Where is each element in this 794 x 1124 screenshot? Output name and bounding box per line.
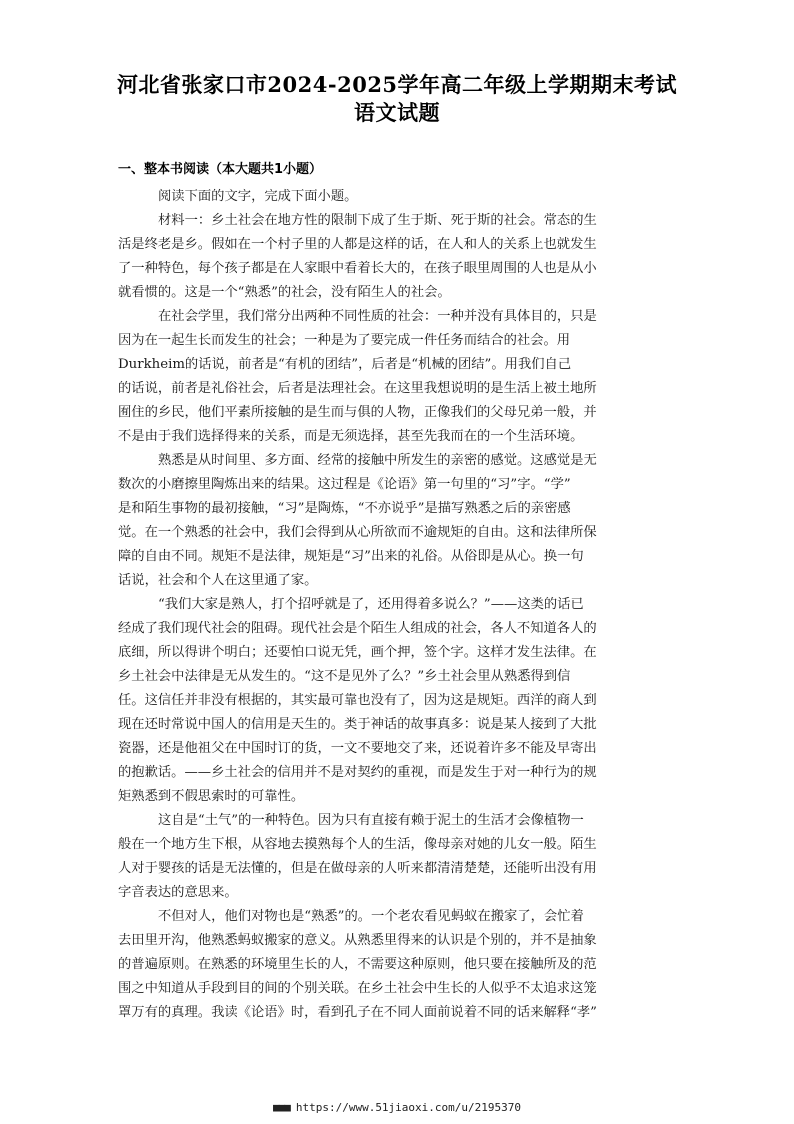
paragraph-line: 的抱歉话。——乡土社会的信用并不是对契约的重视，而是发生于对一种行为的规 <box>118 765 597 780</box>
exam-title-line1: 河北省张家口市2024-2025学年高二年级上学期期末考试 <box>116 72 678 97</box>
paragraph-line: 障的自由不同。规矩不是法律，规矩是“习”出来的礼俗。从俗即是从心。换一句 <box>118 549 584 564</box>
paragraph-line: 的话说，前者是礼俗社会，后者是法理社会。在这里我想说明的是生活上被土地所 <box>118 381 597 396</box>
footer-watermark <box>0 1101 794 1115</box>
paragraph-line: 是和陌生事物的最初接触，“习”是陶炼，“不亦说乎”是描写熟悉之后的亲密感 <box>118 501 571 516</box>
paragraph-line: 数次的小磨擦里陶炼出来的结果。这过程是《论语》第一句里的“习”字。“学” <box>118 477 571 492</box>
paragraph-line: 话说，社会和个人在这里通了家。 <box>118 573 318 588</box>
exam-title-line2: 语文试题 <box>354 100 440 125</box>
paragraph-line: 觉。在一个熟悉的社会中，我们会得到从心所欲而不逾规矩的自由。这和法律所保 <box>118 525 597 540</box>
paragraph-line: 现在还时常说中国人的信用是天生的。类于神话的故事真多：说是某人接到了大批 <box>118 717 597 732</box>
paragraph-line: 瓷器，还是他祖父在中国时订的货，一文不要地交了来，还说着许多不能及早寄出 <box>118 741 597 756</box>
paragraph-line: 就看惯的。这是一个“熟悉”的社会，没有陌生人的社会。 <box>118 285 451 300</box>
paragraph-line: 底细，所以得讲个明白；还要怕口说无凭，画个押，签个字。这样才发生法律。在 <box>118 645 597 660</box>
paragraph-line: 囿住的乡民，他们平素所接触的是生而与俱的人物，正像我们的父母兄弟一般，并 <box>118 405 597 420</box>
paragraph-line: 不但对人，他们对物也是“熟悉”的。一个老农看见蚂蚁在搬家了，会忙着 <box>158 909 584 924</box>
paragraph-line: 在社会学里，我们常分出两种不同性质的社会：一种并没有具体目的，只是 <box>158 309 597 324</box>
paragraph-line: 材料一：乡土社会在地方性的限制下成了生于斯、死于斯的社会。常态的生 <box>158 213 597 228</box>
footer-logo-mark: ■■■ <box>272 1101 290 1114</box>
paragraph-line: 去田里开沟，他熟悉蚂蚁搬家的意义。从熟悉里得来的认识是个别的，并不是抽象 <box>118 933 597 948</box>
paragraph-line: 了一种特色，每个孩子都是在人家眼中看着长大的，在孩子眼里周围的人也是从小 <box>118 261 597 276</box>
paragraph-line: “我们大家是熟人，打个招呼就是了，还用得着多说么？”——这类的话已 <box>158 597 584 612</box>
footer-url-link[interactable]: https://www.51jiaoxi.com/u/2195370 <box>295 1101 522 1114</box>
paragraph-line: 般在一个地方生下根，从容地去摸熟每个人的生活，像母亲对她的儿女一般。陌生 <box>118 837 597 852</box>
paragraph-line: 乡土社会中法律是无从发生的。“这不是见外了么？”乡土社会里从熟悉得到信 <box>118 669 571 684</box>
paragraph-line: 不是由于我们选择得来的关系，而是无须选择，甚至先我而在的一个生活环境。 <box>118 429 584 444</box>
paragraph-line: 因为在一起生长而发生的社会；一种是为了要完成一件任务而结合的社会。用 <box>118 333 571 348</box>
paragraph-line: Durkheim的话说，前者是“有机的团结”，后者是“机械的团结”。用我们自己 <box>118 357 572 372</box>
paragraph-line: 任。这信任并非没有根据的，其实最可靠也没有了，因为这是规矩。西洋的商人到 <box>118 693 597 708</box>
paragraph-line: 人对于婴孩的话是无法懂的，但是在做母亲的人听来都清清楚楚，还能听出没有用 <box>118 861 597 876</box>
section-heading: 一、整本书阅读（本大题共1小题） <box>118 162 323 177</box>
paragraph-line: 矩熟悉到不假思索时的可靠性。 <box>118 789 305 804</box>
instruction-line: 阅读下面的文字，完成下面小题。 <box>158 189 358 204</box>
paragraph-line: 经成了我们现代社会的阻碍。现代社会是个陌生人组成的社会，各人不知道各人的 <box>118 621 597 636</box>
paragraph-line: 的普遍原则。在熟悉的环境里生长的人，不需要这种原则，他只要在接触所及的范 <box>118 957 597 972</box>
paragraph-line: 这自是“土气”的一种特色。因为只有直接有赖于泥土的生活才会像植物一 <box>158 813 584 828</box>
paragraph-line: 罩万有的真理。我读《论语》时，看到孔子在不同人面前说着不同的话来解释“孝” <box>118 1005 597 1020</box>
paragraph-line: 活是终老是乡。假如在一个村子里的人都是这样的话，在人和人的关系上也就发生 <box>118 237 597 252</box>
paragraph-line: 围之中知道从手段到目的间的个别关联。在乡土社会中生长的人似乎不太追求这笼 <box>118 981 597 996</box>
paragraph-line: 字音表达的意思来。 <box>118 885 238 900</box>
paragraph-line: 熟悉是从时间里、多方面、经常的接触中所发生的亲密的感觉。这感觉是无 <box>158 453 597 468</box>
